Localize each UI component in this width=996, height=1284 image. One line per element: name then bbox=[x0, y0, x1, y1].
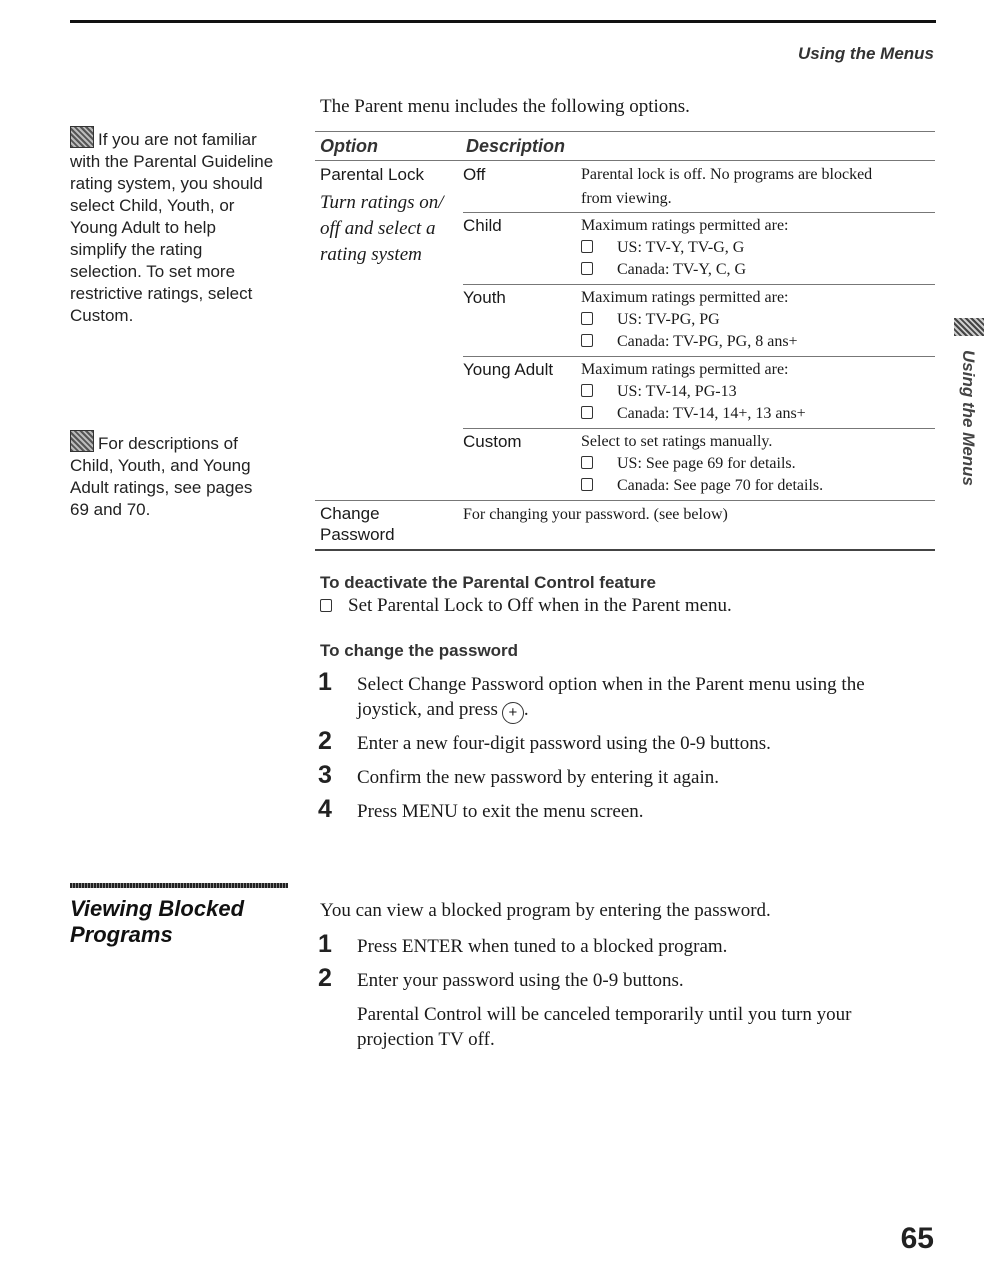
note-icon bbox=[70, 126, 94, 148]
joystick-press-icon: + bbox=[502, 702, 524, 724]
row-rule bbox=[463, 212, 935, 213]
step-text: Enter a new four-digit password using the 0-9 buttons. bbox=[357, 733, 771, 754]
side-tab-label: Using the Menus bbox=[959, 350, 978, 487]
level-child-bullet-us: US: TV-Y, TV-G, G bbox=[581, 236, 744, 260]
level-child: Child bbox=[463, 216, 502, 235]
page-number: 65 bbox=[900, 1222, 934, 1255]
viewing-blocked-intro: You can view a blocked program by entering the password. bbox=[320, 900, 771, 921]
step-text: Press ENTER when tuned to a blocked program. bbox=[357, 936, 728, 957]
table-header-description: Description bbox=[466, 136, 566, 156]
viewing-blocked-heading: Viewing Blocked Programs bbox=[70, 896, 245, 947]
level-custom: Custom bbox=[463, 432, 522, 451]
level-custom-desc: Select to set ratings manually. bbox=[581, 433, 773, 450]
level-young-adult-bullet-us: US: TV-14, PG-13 bbox=[581, 380, 737, 404]
level-off: Off bbox=[463, 165, 486, 184]
side-tab-marker bbox=[954, 318, 984, 336]
change-password-heading: To change the password bbox=[320, 641, 519, 660]
level-youth: Youth bbox=[463, 288, 506, 307]
section-header-title: Using the Menus bbox=[797, 44, 934, 63]
step-text: Confirm the new password by entering it again. bbox=[357, 767, 719, 788]
step-number: 2 bbox=[318, 964, 332, 992]
level-young-adult-desc: Maximum ratings permitted are: bbox=[581, 361, 789, 378]
row-rule bbox=[315, 500, 935, 501]
level-custom-bullet-us: US: See page 69 for details. bbox=[581, 452, 796, 476]
table-top-rule bbox=[315, 131, 935, 132]
option-parental-lock-note: Turn ratings on/ off and select a rating system bbox=[320, 192, 444, 265]
row-rule bbox=[463, 284, 935, 285]
bullet-box-icon bbox=[581, 456, 593, 469]
bullet-box-icon bbox=[581, 312, 593, 325]
note-icon bbox=[70, 430, 94, 452]
deactivate-bullet: Set Parental Lock to Off when in the Parent menu. bbox=[320, 595, 732, 617]
step-number: 2 bbox=[318, 727, 332, 755]
step-number: 1 bbox=[318, 930, 332, 958]
note-rating-descriptions: For descriptions of Child, Youth, and Young Adult ratings, see pages 69 and 70. bbox=[70, 430, 275, 521]
level-child-bullet-canada: Canada: TV-Y, C, G bbox=[581, 258, 746, 282]
bullet-box-icon bbox=[581, 334, 593, 347]
change-password-desc: For changing your password. (see below) bbox=[463, 506, 728, 523]
parent-menu-intro: The Parent menu includes the following options. bbox=[320, 96, 690, 117]
note-rating-system: If you are not familiar with the Parental Guideline rating system, you should select Child, Youth, or Young Adult to help simplify the rating selection. To set more restrictive ratings, select Custom. bbox=[70, 126, 275, 327]
section-divider-bar bbox=[70, 883, 288, 888]
top-rule bbox=[70, 20, 936, 23]
option-change-password-line1: Change bbox=[320, 504, 380, 523]
bullet-box-icon bbox=[581, 406, 593, 419]
table-header-rule bbox=[315, 160, 935, 161]
level-off-desc-2: from viewing. bbox=[581, 190, 672, 207]
step-number: 3 bbox=[318, 761, 332, 789]
table-bottom-rule bbox=[315, 549, 935, 551]
level-off-desc-1: Parental lock is off. No programs are blocked bbox=[581, 166, 873, 183]
row-rule bbox=[463, 356, 935, 357]
level-young-adult-bullet-canada: Canada: TV-14, 14+, 13 ans+ bbox=[581, 402, 806, 426]
step-text: Enter your password using the 0-9 buttons. bbox=[357, 970, 684, 991]
step-number: 1 bbox=[318, 668, 332, 696]
step-text: Press MENU to exit the menu screen. bbox=[357, 801, 644, 822]
level-young-adult: Young Adult bbox=[463, 360, 554, 379]
bullet-box-icon bbox=[581, 262, 593, 275]
bullet-box-icon bbox=[581, 240, 593, 253]
viewing-blocked-note-line2: projection TV off. bbox=[357, 1029, 495, 1050]
bullet-box-icon bbox=[581, 478, 593, 491]
option-parental-lock: Parental Lock bbox=[320, 165, 424, 184]
bullet-box-icon bbox=[320, 599, 332, 612]
step-number: 4 bbox=[318, 795, 332, 823]
deactivate-heading: To deactivate the Parental Control feature bbox=[320, 573, 656, 592]
level-youth-bullet-us: US: TV-PG, PG bbox=[581, 308, 720, 332]
viewing-blocked-note-line1: Parental Control will be canceled temporarily until you turn your bbox=[357, 1004, 852, 1025]
level-child-desc: Maximum ratings permitted are: bbox=[581, 217, 789, 234]
option-change-password-line2: Password bbox=[320, 525, 395, 544]
step-text-cont: joystick, and press + . bbox=[357, 697, 529, 724]
step-text: Select Change Password option when in the Parent menu using the bbox=[357, 674, 865, 695]
level-youth-desc: Maximum ratings permitted are: bbox=[581, 289, 789, 306]
level-custom-bullet-canada: Canada: See page 70 for details. bbox=[581, 474, 823, 498]
table-header-option: Option bbox=[320, 136, 378, 156]
bullet-box-icon bbox=[581, 384, 593, 397]
level-youth-bullet-canada: Canada: TV-PG, PG, 8 ans+ bbox=[581, 330, 798, 354]
row-rule bbox=[463, 428, 935, 429]
